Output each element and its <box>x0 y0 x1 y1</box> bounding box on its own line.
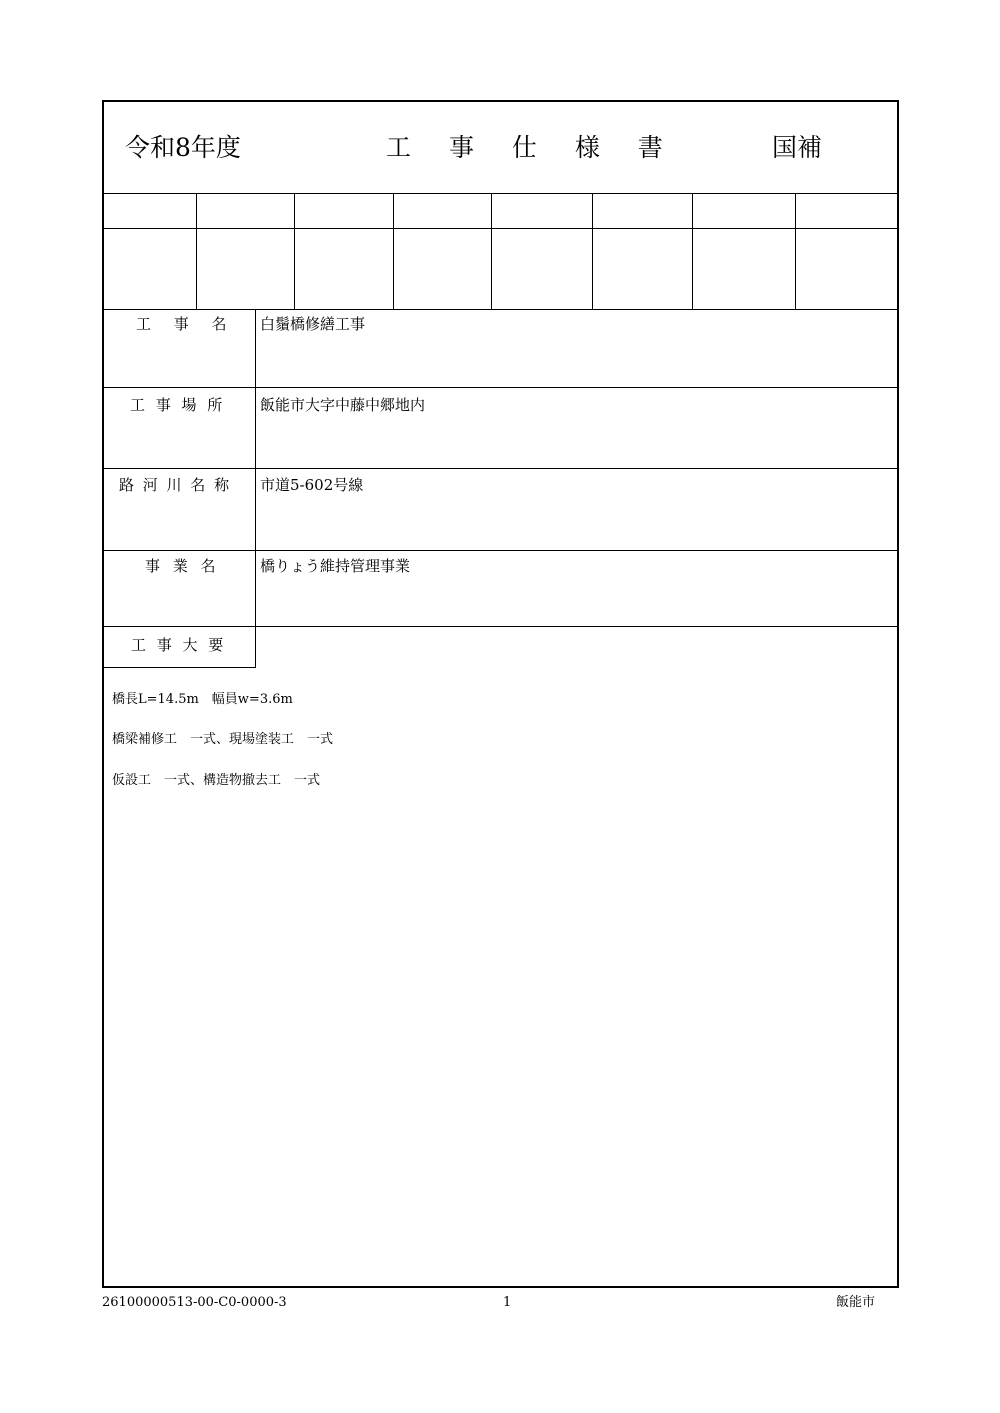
field-label-road-name: 路 河 川 名 称 <box>119 476 232 494</box>
stamp-grid-line <box>795 193 796 309</box>
field-value-road-name: 市道5-602号線 <box>260 476 364 494</box>
stamp-grid-line <box>592 193 593 309</box>
header-divider <box>102 193 899 194</box>
field-value-location: 飯能市大字中藤中郷地内 <box>260 396 426 414</box>
summary-line: 橋梁補修工 一式、現場塗装工 一式 <box>112 732 334 747</box>
field-divider <box>102 387 899 388</box>
field-divider <box>102 626 899 627</box>
document-number: 26100000513-00-C0-0000-3 <box>102 1295 287 1310</box>
stamp-grid-bottom <box>102 309 899 310</box>
stamp-row-divider <box>102 228 899 229</box>
stamp-grid-line <box>294 193 295 309</box>
subsidy-type: 国補 <box>772 133 823 162</box>
field-divider <box>102 468 899 469</box>
stamp-grid-line <box>196 193 197 309</box>
summary-label-bottom <box>102 667 256 668</box>
fiscal-year: 令和8年度 <box>125 133 241 162</box>
summary-line: 仮設工 一式、構造物撤去工 一式 <box>112 773 321 788</box>
page-number: 1 <box>503 1295 512 1310</box>
field-label-project-name: 工 事 名 <box>136 315 236 333</box>
stamp-grid-line <box>393 193 394 309</box>
stamp-grid-line <box>491 193 492 309</box>
field-label-location: 工 事 場 所 <box>130 396 226 414</box>
summary-label: 工 事 大 要 <box>131 636 227 654</box>
field-divider <box>102 550 899 551</box>
label-column-divider <box>255 309 256 667</box>
field-value-project-name: 白鬚橋修繕工事 <box>260 315 366 333</box>
field-value-program-name: 橋りょう維持管理事業 <box>260 557 411 575</box>
summary-line: 橋長L=14.5m 幅員w=3.6m <box>112 692 293 707</box>
field-label-program-name: 事 業 名 <box>145 557 220 575</box>
stamp-grid-line <box>692 193 693 309</box>
issuer-name: 飯能市 <box>836 1295 876 1310</box>
document-title: 工 事 仕 様 書 <box>386 133 678 162</box>
